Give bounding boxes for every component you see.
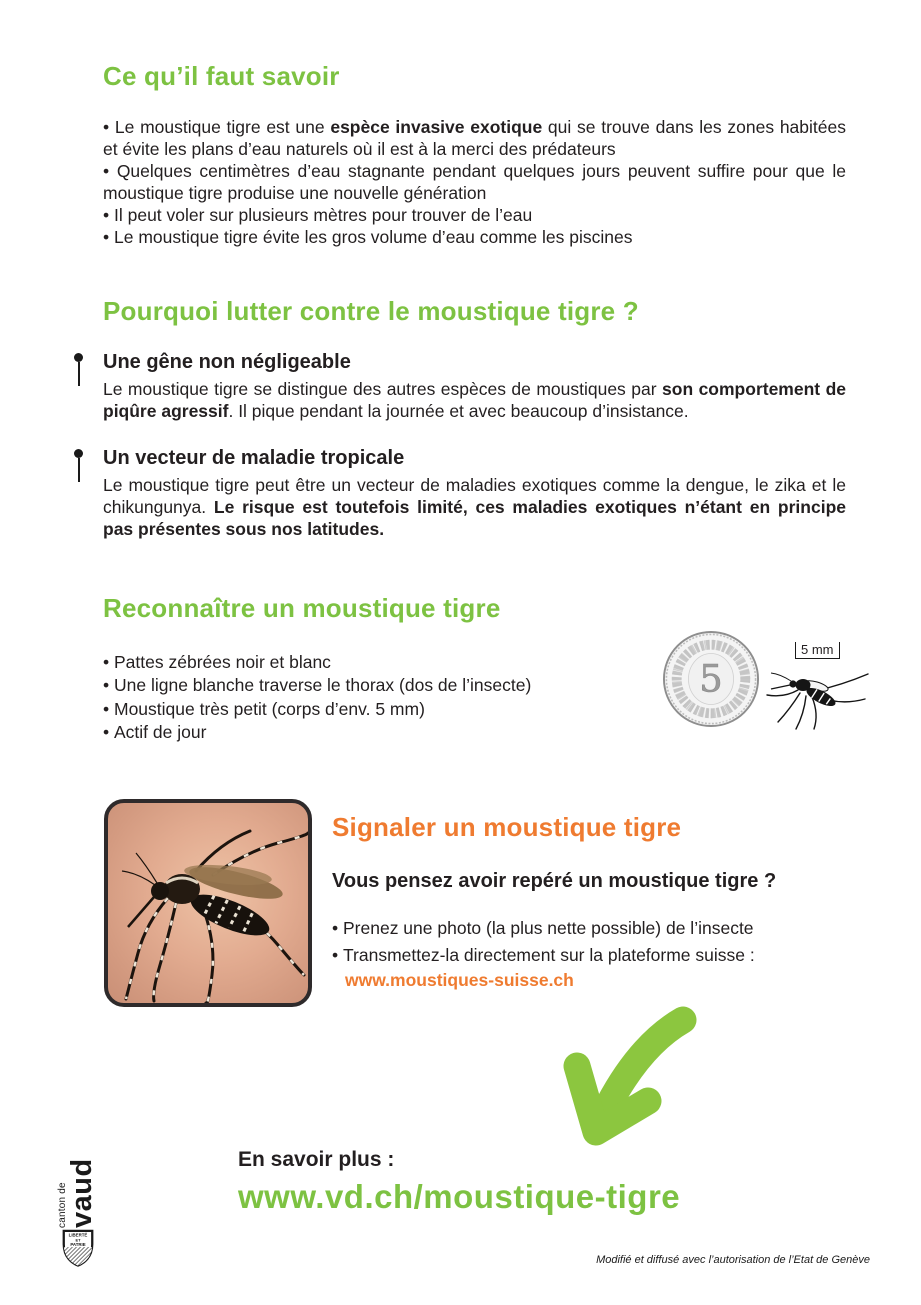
bullet-item: • Moustique très petit (corps d’env. 5 mm) [103, 698, 663, 722]
curved-arrow-icon [555, 1000, 715, 1150]
bold-segment: son comportement de piqûre agressif [103, 378, 846, 421]
logo-wordmark [57, 1150, 101, 1228]
savoir-bullet-list [103, 116, 846, 248]
item-paragraph [103, 378, 846, 422]
bullet-item [103, 226, 846, 248]
bullet-item: • Pattes zébrées noir et blanc [103, 651, 663, 675]
vd-url-link[interactable]: www.vd.ch/moustique-tigre [238, 1178, 681, 1215]
svg-text:LIBERTÉ: LIBERTÉ [68, 1232, 88, 1238]
item-heading: Un vecteur de maladie tropicale [103, 446, 405, 469]
section-title-reconnaitre: Reconnaître un moustique tigre [103, 593, 501, 623]
item-paragraph [103, 474, 846, 540]
bullet-item: • Prenez une photo (la plus nette possible) de l’insecte [332, 915, 852, 942]
canton-vaud-logo [55, 1150, 101, 1265]
section-title-signaler: Signaler un moustique tigre [332, 812, 682, 842]
section-reconnaitre [103, 594, 663, 745]
text-segment: Quelques centimètres d’eau stagnante pendant quelques jours peuvent suffire pour que le moustique tigre produise une nouvelle génération [103, 160, 846, 203]
section-title-savoir: Ce qu’il faut savoir [103, 61, 340, 91]
svg-text:ET: ET [75, 1237, 81, 1243]
pourquoi-item-vecteur [103, 446, 846, 540]
five-centime-coin-icon [662, 630, 760, 728]
report-platform-link[interactable]: www.moustiques-suisse.ch [345, 969, 574, 990]
more-info-label: En savoir plus : [238, 1148, 395, 1171]
section-pourquoi [103, 297, 846, 540]
signaler-bullet-list [332, 915, 852, 969]
mosquito-photo-illustration [108, 803, 308, 1003]
pourquoi-item-gene [103, 350, 846, 422]
svg-text:5: 5 [699, 656, 723, 701]
scale-bar-label: 5 mm [795, 642, 840, 659]
section-savoir [103, 62, 846, 248]
bold-segment: espèce invasive exotique [330, 116, 543, 137]
bullet-item [103, 116, 846, 160]
section-signaler [332, 813, 852, 991]
bullet-item [103, 204, 846, 226]
text-segment: qui se trouve dans les zones habitées et évite les plans d’eau naturels où il est à la merci des prédateurs [103, 116, 846, 159]
attribution-footnote: Modifié et diffusé avec l’autorisation de l’Etat de Genève [596, 1254, 870, 1266]
text-segment: Le moustique tigre se distingue des autres espèces de moustiques par [103, 378, 663, 399]
section-title-pourquoi: Pourquoi lutter contre le moustique tigre ? [103, 296, 639, 326]
bullet-item: • Une ligne blanche traverse le thorax (dos de l’insecte) [103, 674, 663, 698]
vaud-shield-icon [60, 1229, 96, 1267]
svg-text:PATRIE: PATRIE [70, 1242, 86, 1248]
logo-canton-de: canton de [57, 1182, 68, 1228]
bold-segment: Le risque est toutefois limité, ces maladies exotiques n’étant en principe pas présentes sous nos latitudes. [103, 496, 846, 539]
mosquito-silhouette-icon [762, 654, 872, 734]
tiger-mosquito-photo [104, 799, 312, 1007]
text-segment: Il peut voler sur plusieurs mètres pour trouver de l’eau [114, 204, 533, 225]
text-segment: . Il pique pendant la journée et avec beaucoup d’insistance. [228, 400, 689, 421]
bullet-item: • Transmettez-la directement sur la plateforme suisse : [332, 942, 852, 969]
signaler-question: Vous pensez avoir repéré un moustique tigre ? [332, 869, 777, 892]
text-segment: Le moustique tigre évite les gros volume d’eau comme les piscines [114, 226, 633, 247]
logo-vaud: vaud [65, 1158, 98, 1228]
bullet-item [103, 160, 846, 204]
reconnaitre-bullet-list [103, 651, 663, 745]
pin-icon [74, 353, 84, 386]
text-segment: Le moustique tigre est une [114, 116, 331, 137]
text-segment: Le moustique tigre peut être un vecteur de maladies exotiques comme la dengue, le zika et le chikungunya. [103, 474, 846, 517]
size-comparison-graphic [662, 628, 874, 733]
pin-icon [74, 449, 84, 482]
bullet-item: • Actif de jour [103, 721, 663, 745]
item-heading: Une gêne non négligeable [103, 350, 351, 373]
